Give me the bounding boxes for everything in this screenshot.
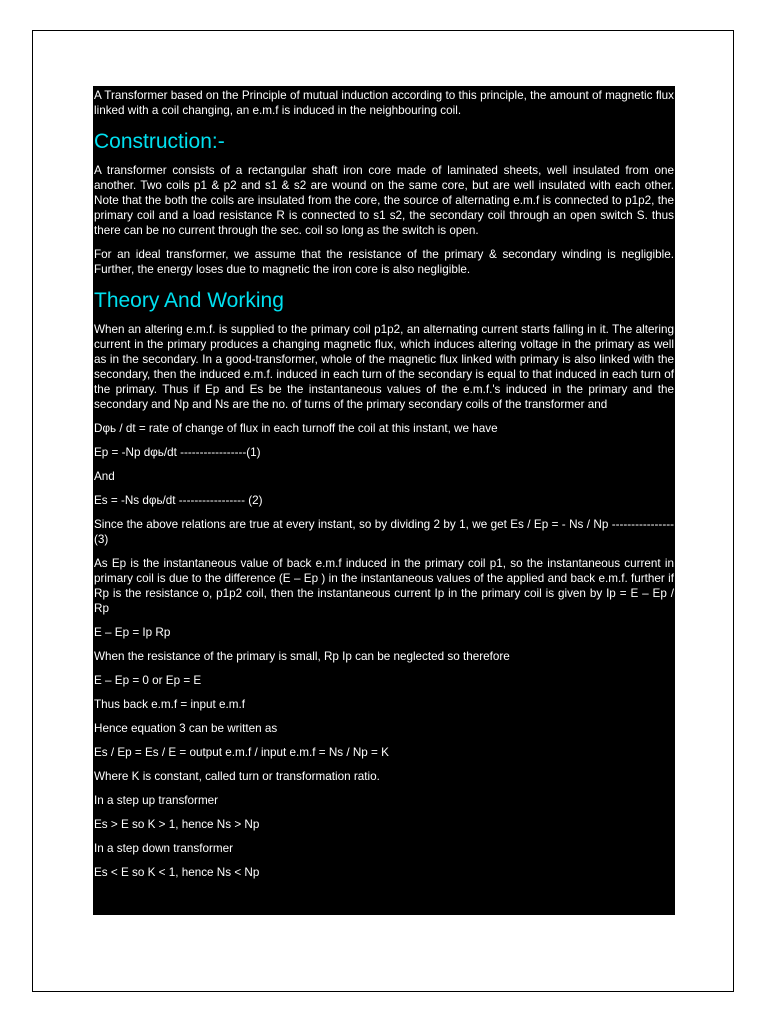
construction-paragraph-2: For an ideal transformer, we assume that the resistance of the primary & secondary winding is negligible. Further, the energy loses due to magnetic the iron core is also negligible. xyxy=(94,248,674,276)
equation-zero: E – Ep = 0 or Ep = E xyxy=(94,674,202,687)
construction-paragraph-1: A transformer consists of a rectangular shaft iron core made of laminated sheets, well insulated from one another. Two coils p1 & p2 and s1 & s2 are wound on the same core, but are well insulated with each other. Note that the both the coils are insulated from the core, the source of alternating e.m.f is connected to p1p2, the primary coil and a load resistance R is connected to s1 s2, the secondary coil through an open switch S. thus there can be no current through the sec. coil so long as the switch is open. xyxy=(94,164,674,237)
equation-rp: E – Ep = Ip Rp xyxy=(94,626,171,639)
rate-line: Dφь / dt = rate of change of flux in each turnoff the coil at this instant, we have xyxy=(94,422,498,435)
resistance-small-line: When the resistance of the primary is small, Rp Ip can be neglected so therefore xyxy=(94,650,510,663)
equation-ratio: Es / Ep = Es / E = output e.m.f / input e.m.f = Ns / Np = K xyxy=(94,746,389,759)
theory-paragraph-1: When an altering e.m.f. is supplied to the primary coil p1p2, an alternating current starts falling in it. The altering current in the primary produces a changing magnetic flux, which induces altering voltage in the primary as well as in the secondary. In a good-transformer, whole of the magnetic flux linked with primary is also linked with the secondary, then the induced e.m.f. induced in each turn of the secondary is equal to that induced in each turn of the primary. Thus if Ep and Es be the instantaneous values of the e.m.f.'s induced in the primary and the secondary and Np and Ns are the no. of turns of the primary secondary coils of the transformer and xyxy=(94,323,674,411)
instantaneous-paragraph: As Ep is the instantaneous value of back e.m.f induced in the primary coil p1, so the instantaneous current in primary coil is due to the difference (E – Ep ) in the instantaneous values of the applied and back e.m.f. further if Rp is the resistance o, p1p2 coil, then the instantaneous current Ip in the primary coil is given by Ip = E – Ep / Rp xyxy=(94,557,674,615)
theory-heading: Theory And Working xyxy=(94,289,284,312)
intro-paragraph: A Transformer based on the Principle of mutual induction according to this principle, the amount of magnetic flux linked with a coil changing, an e.m.f is induced in the neighbouring coil. xyxy=(94,89,674,117)
equation-2: Es = -Ns dφь/dt ----------------- (2) xyxy=(94,494,263,507)
and-line: And xyxy=(94,470,115,483)
equation-3-line: Hence equation 3 can be written as xyxy=(94,722,278,735)
step-down-heading: In a step down transformer xyxy=(94,842,234,855)
back-emf-line: Thus back e.m.f = input e.m.f xyxy=(94,698,246,711)
document-content xyxy=(93,86,675,915)
equation-1: Ep = -Np dφь/dt -----------------(1) xyxy=(94,446,261,459)
construction-heading: Construction:- xyxy=(94,130,225,153)
step-up-heading: In a step up transformer xyxy=(94,794,219,807)
step-down-relation: Es < E so K < 1, hence Ns < Np xyxy=(94,866,260,879)
since-paragraph: Since the above relations are true at every instant, so by dividing 2 by 1, we get Es / Ep = - Ns / Np ----------------(3) xyxy=(94,518,674,546)
turn-ratio-line: Where K is constant, called turn or transformation ratio. xyxy=(94,770,380,783)
step-up-relation: Es > E so K > 1, hence Ns > Np xyxy=(94,818,260,831)
